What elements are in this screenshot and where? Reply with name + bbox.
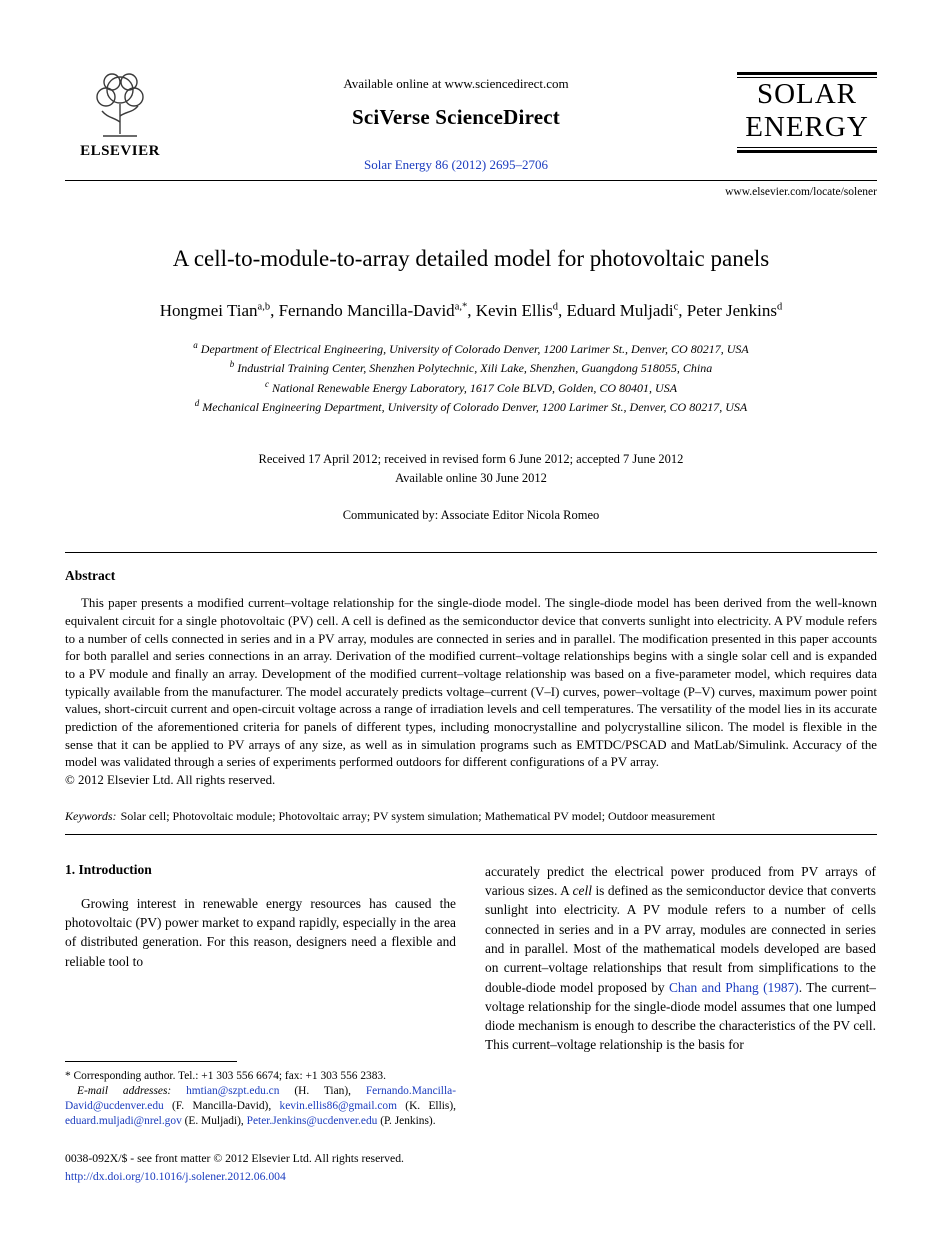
issn-front-matter-line: 0038-092X/$ - see front matter © 2012 Elsevier Ltd. All rights reserved. <box>65 1151 404 1165</box>
solar-energy-journal-logo <box>737 70 877 153</box>
received-dates: Received 17 April 2012; received in revised form 6 June 2012; accepted 7 June 2012 <box>258 451 684 466</box>
author: Hongmei Tian$^{a,b}$, <box>159 301 279 320</box>
available-online-date: Available online 30 June 2012 <box>395 470 547 485</box>
email-note-text: (P. Jenkins). <box>377 1115 436 1128</box>
communicated-by: Communicated by: Associate Editor Nicola Romeo <box>342 508 600 523</box>
journal-logo-line1: SOLAR <box>756 78 858 110</box>
email-note-text: (H. Tian), <box>279 1084 366 1097</box>
body-columns <box>65 862 877 1130</box>
intro-continued-paragraph <box>485 862 876 1055</box>
author-line <box>136 298 806 324</box>
email-note-text: (E. Muljadi), <box>181 1115 247 1128</box>
sciverse-sciencedirect-wordmark: SciVerse ScienceDirect <box>352 105 560 129</box>
footnote-rule <box>65 1061 237 1062</box>
corresponding-author-note: * Corresponding author. Tel.: +1 303 556 6674; fax: +1 303 556 2383. <box>65 1069 386 1082</box>
journal-logo-line2: ENERGY <box>745 110 869 143</box>
email-link[interactable]: eduard.muljadi@nrel.gov <box>65 1115 182 1128</box>
section-heading-introduction: 1. Introduction <box>65 861 152 877</box>
available-online-text: Available online at www.sciencedirect.com <box>343 76 569 91</box>
email-label: E-mail addresses: <box>77 1084 187 1097</box>
email-link[interactable]: Fernando.Mancilla-David@ucdenver.edu <box>65 1084 456 1113</box>
email-link[interactable]: hmtian@szpt.edu.cn <box>186 1084 280 1097</box>
body-text: is defined as the semiconductor device that converts sunlight into electricity. A PV module refers to a number of cells connected in series and in a PV array, modules are connected in series and in parallel. Most of the mathematical models developed are based on current–voltage relationships that result from simplifications to the double-diode model proposed by <box>485 883 876 995</box>
body-text: accurately predict the electrical power produced from PV arrays of various sizes. A <box>485 863 876 899</box>
affiliation-line: $^a$ Department of Electrical Engineering, University of Colorado Denver, 1200 Larimer St., Denver, CO 80217, USA <box>193 339 749 356</box>
left-column <box>65 862 456 1130</box>
affiliations <box>65 339 877 417</box>
email-addresses-note <box>65 1084 456 1130</box>
intro-paragraph: Growing interest in renewable energy resources has caused the photovoltaic (PV) power market to expand rapidly, especially in the area of distributed generation. For this reason, designers need a flexible and reliable tool to <box>65 895 456 969</box>
doi-link[interactable]: http://dx.doi.org/10.1016/j.solener.2012.06.004 <box>65 1169 286 1183</box>
journal-citation-link[interactable]: Solar Energy 86 (2012) 2695–2706 <box>364 157 548 172</box>
email-link[interactable]: kevin.ellis86@gmail.com <box>279 1100 397 1113</box>
affiliation-line: $^c$ National Renewable Energy Laboratory, 1617 Cole BLVD, Golden, CO 80401, USA <box>264 378 678 395</box>
author: Eduard Muljadi$^c$, <box>566 301 687 320</box>
author: Kevin Ellis$^d$, <box>475 301 567 320</box>
footnote-block <box>65 1061 456 1130</box>
logo-rule <box>737 150 877 153</box>
copyright-line: © 2012 Elsevier Ltd. All rights reserved. <box>65 773 276 788</box>
elsevier-locate-url: www.elsevier.com/locate/solener <box>725 186 877 198</box>
abstract-text: This paper presents a modified current–voltage relationship for the single-diode model. The single-diode model has been derived from the well-known equivalent circuit for a single photovoltaic (PV) cell. A cell is defined as the semiconductor device that converts sunlight into electricity. A PV module refers to a number of cells connected in series and in a PV array, modules are connected in series and in parallel. The modification presented in this paper accounts for both parallel and series connections in an array. Derivation of the modified current–voltage relationships begins with a single solar cell and is expanded to a PV module and finally an array. Development of the modified current–voltage relationship was based on a five-parameter model, which requires data typically available from the manufacturer. The model accurately predicts voltage–current (V–I) curves, power–voltage (P–V) curves, maximum power point values, short-circuit current and open-circuit voltage across a range of irradiation levels and cell temperatures. The versatility of the model lies in its accurate prediction of the aforementioned criteria for panels of different types, including monocrystalline and polycrystalline silicon. The model is flexible in the sense that it can be applied to PV arrays of any size, as well as in simulation programs such as EMTDC/PSCAD and MatLab/Simulink. Accuracy of the model was validated through a series of experiments performed outdoors for different configurations of a PV array. <box>65 596 877 770</box>
elsevier-wordmark: ELSEVIER <box>80 143 160 159</box>
elsevier-tree-icon <box>65 70 175 142</box>
header-center <box>175 70 737 174</box>
affiliation-line: $^d$ Mechanical Engineering Department, University of Colorado Denver, 1200 Larimer St., Denver, CO 80217, USA <box>194 398 748 415</box>
email-note-text: (F. Mancilla-David), <box>163 1100 280 1113</box>
keywords-line <box>65 809 877 824</box>
affiliation-line: $^b$ Industrial Training Center, Shenzhen Polytechnic, Xili Lake, Shenzhen, Guangdong 518055, China <box>229 359 713 376</box>
keywords-bottom-rule <box>65 834 877 835</box>
article-history <box>65 450 877 488</box>
keywords-label: Keywords: <box>65 808 117 823</box>
header-divider <box>65 180 877 181</box>
abstract-section <box>65 568 877 789</box>
email-link[interactable]: Peter.Jenkins@ucdenver.edu <box>246 1115 378 1128</box>
page-footer <box>65 1150 877 1186</box>
right-column <box>485 862 876 1130</box>
article-title: A cell-to-module-to-array detailed model for photovoltaic panels <box>172 246 770 271</box>
citation-link-chan-phang[interactable]: Chan and Phang (1987) <box>668 979 799 995</box>
journal-header <box>65 70 877 174</box>
logo-rule <box>737 72 877 75</box>
keywords-text: Solar cell; Photovoltaic module; Photovoltaic array; PV system simulation; Mathematical PV model; Outdoor measurement <box>120 808 716 823</box>
email-note-text: (K. Ellis), <box>396 1100 456 1113</box>
body-text-italic: cell <box>572 883 592 899</box>
author: Peter Jenkins$^d$ <box>686 301 783 320</box>
body-text: . The current–voltage relationship for the single-diode model assumes that one lumped diode mechanism is enough to describe the characteristics of the PV cell. This current–voltage relationship is the basis for <box>485 979 876 1053</box>
abstract-heading: Abstract <box>65 568 116 584</box>
abstract-top-rule <box>65 552 877 553</box>
elsevier-logo <box>65 70 175 160</box>
author: Fernando Mancilla-David$^{a,*}$, <box>278 301 476 320</box>
logo-rule <box>737 147 877 148</box>
